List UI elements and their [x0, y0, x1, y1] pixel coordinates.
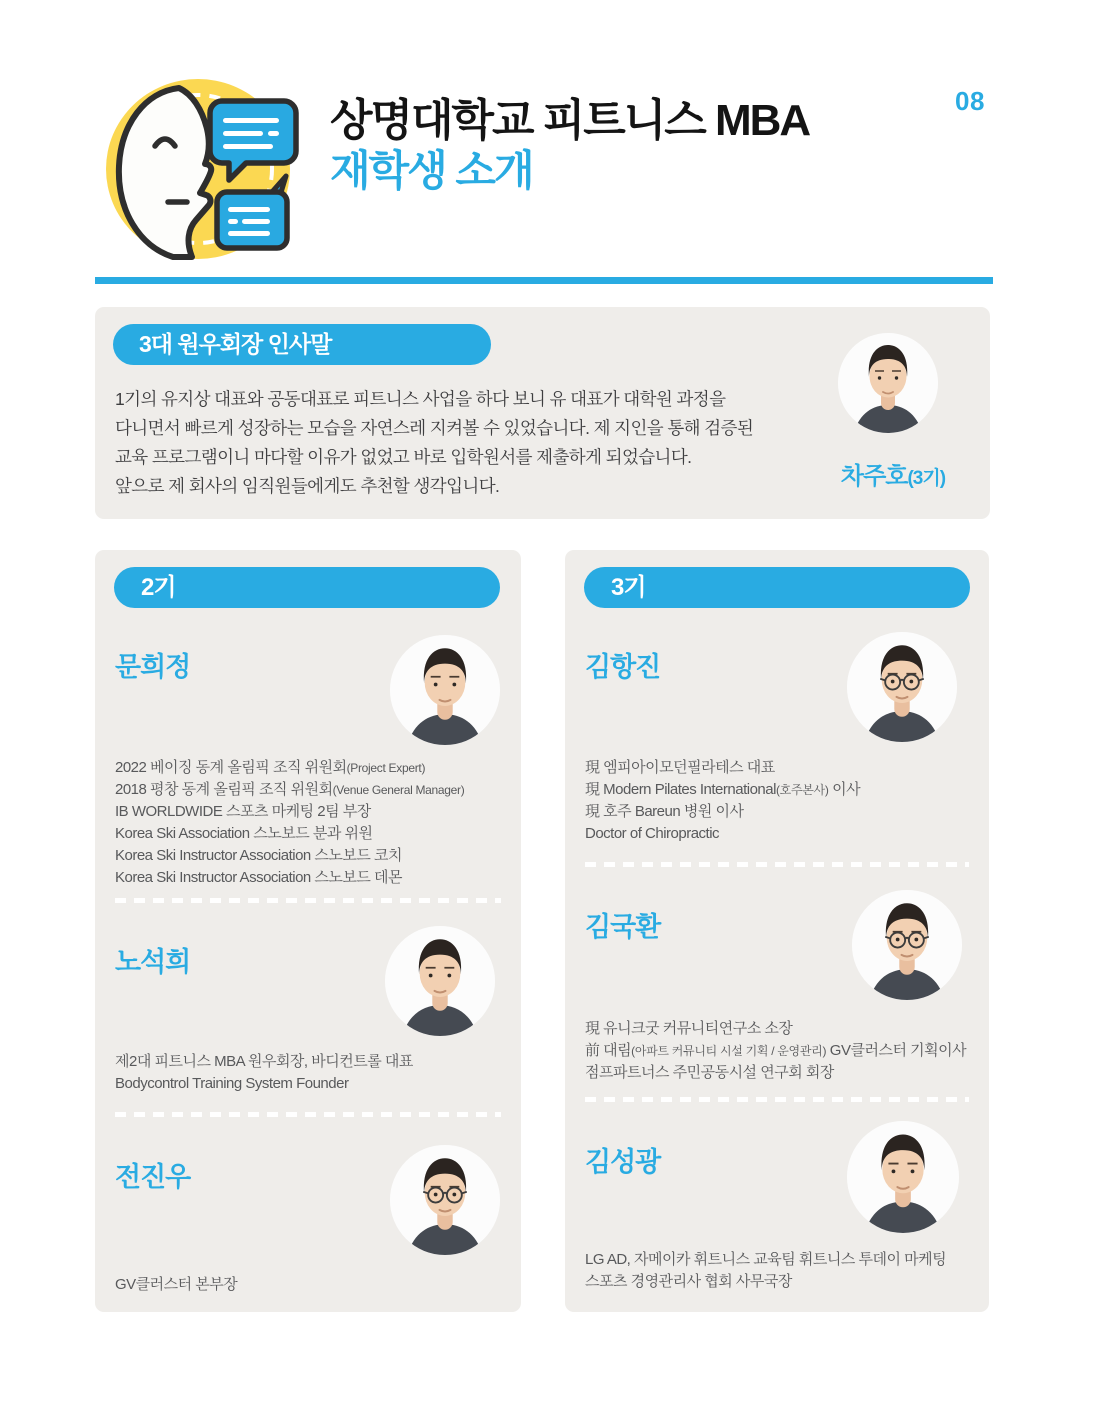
- credential-line: IB WORLDWIDE 스포츠 마케팅 2팀 부장: [115, 803, 371, 820]
- person-name: 김국환: [585, 912, 661, 942]
- cohort-3-badge: 3기: [584, 567, 970, 608]
- credential-line: 2022 베이징 동계 올림픽 조직 위원회(Project Expert): [115, 759, 426, 776]
- header-rule: [95, 277, 993, 284]
- person-name: 전진우: [115, 1162, 191, 1192]
- person-name: 문희정: [115, 652, 191, 682]
- avatar-nosukhee: [385, 926, 495, 1036]
- credential-line: Korea Ski Association 스노보드 분과 위원: [115, 825, 373, 842]
- dashed-divider: [115, 898, 501, 903]
- credential-line: 現 유니크굿 커뮤니티연구소 소장: [585, 1020, 793, 1037]
- greeting-line: 다니면서 빠르게 성장하는 모습을 자연스레 지켜볼 수 있었습니다. 제 지인을 통해 검증된: [115, 418, 754, 438]
- cohort-2-card: [95, 550, 521, 1312]
- page-subtitle: 재학생 소개: [330, 147, 533, 194]
- credential-line: 2018 평창 동계 올림픽 조직 위원회(Venue General Manager): [115, 781, 465, 798]
- person-credentials: [115, 757, 515, 889]
- greeting-badge: 3대 원우회장 인사말: [113, 324, 491, 365]
- credential-line: Korea Ski Instructor Association 스노보드 코치: [115, 847, 403, 864]
- face-speech-bubbles-logo-icon: [95, 76, 305, 263]
- credential-line: LG AD, 자메이카 휘트니스 교육팀 휘트니스 투데이 마케팅: [585, 1251, 947, 1268]
- avatar-kimgukhwan: [852, 890, 962, 1000]
- cohort-2-badge: 2기: [114, 567, 500, 608]
- dashed-divider: [585, 862, 969, 867]
- person-credentials: [115, 1274, 515, 1296]
- avatar-moonheejung: [390, 635, 500, 745]
- person-credentials: [115, 1051, 515, 1095]
- credential-line: 現 엠피아이모던필라테스 대표: [585, 759, 775, 776]
- credential-line: 前 대림(아파트 커뮤니티 시설 기획 / 운영관리) GV클러스터 기획이사: [585, 1042, 967, 1059]
- credential-line: Bodycontrol Training System Founder: [115, 1075, 349, 1092]
- dashed-divider: [115, 1112, 501, 1117]
- dashed-divider: [585, 1097, 969, 1102]
- credential-line: 스포츠 경영관리사 협회 사무국장: [585, 1273, 792, 1290]
- person-credentials: [585, 1018, 983, 1084]
- avatar-chajuho: [838, 333, 938, 433]
- avatar-kimsunggwang: [847, 1121, 959, 1233]
- person-cohort: (3기): [907, 468, 946, 489]
- cohort-3-card: [565, 550, 989, 1312]
- greeting-line: 앞으로 제 회사의 임직원들에게도 추천할 생각입니다.: [115, 476, 500, 496]
- credential-line: Doctor of Chiropractic: [585, 825, 720, 842]
- greeting-line: 교육 프로그램이니 마다할 이유가 없었고 바로 입학원서를 제출하게 되었습니다.: [115, 447, 692, 467]
- credential-line: 점프파트너스 주민공동시설 연구회 회장: [585, 1064, 834, 1081]
- greeting-text: [115, 385, 753, 501]
- greeting-line: 1기의 유지상 대표와 공동대표로 피트니스 사업을 하다 보니 유 대표가 대학원 과정을: [115, 389, 726, 409]
- credential-line: 現 Modern Pilates International(호주본사) 이사: [585, 781, 861, 798]
- page-number: 08: [955, 86, 985, 116]
- avatar-jeonjinwoo: [390, 1145, 500, 1255]
- credential-line: Korea Ski Instructor Association 스노보드 데몬: [115, 869, 403, 886]
- credential-line: GV클러스터 본부장: [115, 1276, 238, 1293]
- person-name: 김항진: [585, 652, 661, 682]
- person-name: 노석희: [115, 947, 191, 977]
- person-name: 김성광: [585, 1147, 661, 1177]
- credential-line: 現 호주 Bareun 병원 이사: [585, 803, 744, 820]
- greeting-card: [95, 307, 990, 519]
- page-title: 상명대학교 피트니스 MBA: [330, 96, 810, 145]
- credential-line: 제2대 피트니스 MBA 원우회장, 바디컨트롤 대표: [115, 1053, 413, 1070]
- avatar-kimhangjin: [847, 632, 957, 742]
- greeting-person-caption: [808, 456, 978, 491]
- person-credentials: [585, 757, 983, 845]
- person-credentials: [585, 1249, 983, 1293]
- person-name: 차주호: [840, 463, 908, 490]
